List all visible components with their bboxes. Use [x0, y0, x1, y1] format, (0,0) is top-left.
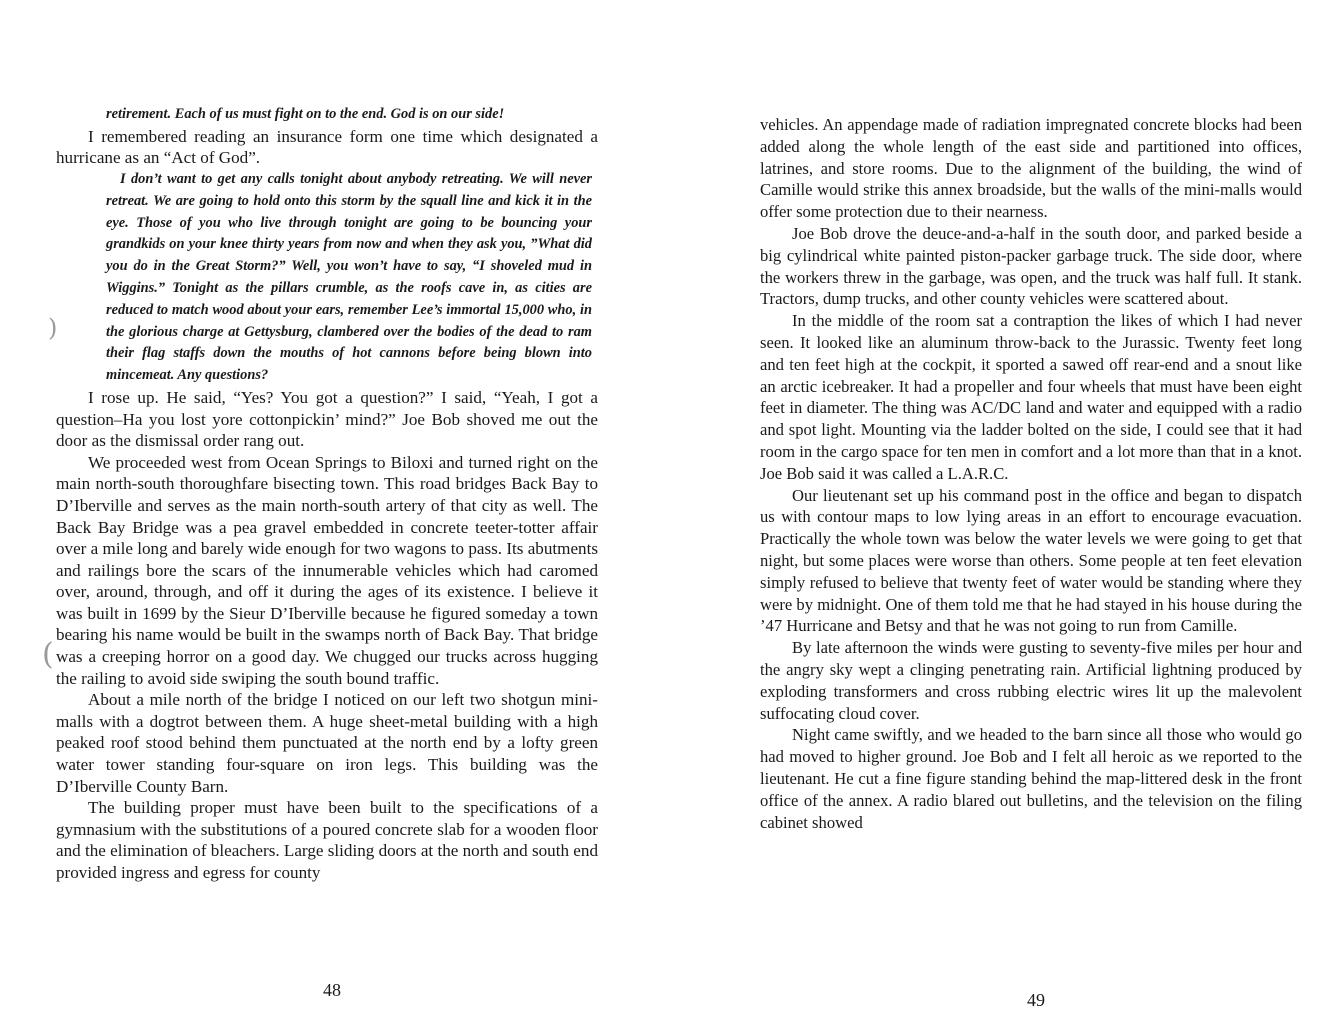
right-page-text — [760, 114, 1302, 833]
paragraph-proceeded-west: We proceeded west from Ocean Springs to Biloxi and turned right on the main north-south thoroughfare bisecting town. This road bridges Back Bay to D’Iberville and serves as the main north-south artery of that city as well. The Back Bay Bridge was a pea gravel embedded in concrete teeter-totter affair over a mile long and barely wide enough for two wagons to pass. Its abutments and railings bore the scars of the innumerable vehicles which had caromed over, around, through, and off it during the ages of its existence. I believe it was built in 1699 by the Sieur D’Iberville because he figured someday a town bearing his name would be built in the swamps north of Back Bay. That bridge was a creeping horror on a good day. We chugged our trucks across hugging the railing to avoid side swiping the south bound traffic. — [56, 452, 598, 688]
page-number: 48 — [323, 980, 341, 1000]
paragraph-rose-up: I rose up. He said, “Yes? You got a question?” I said, “Yeah, I got a question–Ha you lost yore cottonpickin’ mind?” Joe Bob shoved me out the door as the dismissal order rang out. — [56, 387, 598, 451]
left-page — [42, 0, 598, 1020]
paragraph-night-came: Night came swiftly, and we headed to the barn since all those who would go had moved to higher ground. Joe Bob and I felt all heroic as we reported to the lieutenant. He cut a fine figure standing behind the map-littered desk in the front office of the annex. A radio blared out bulletins, and the television on the filing cabinet showed — [760, 725, 1302, 832]
left-page-text — [56, 104, 598, 884]
paragraph-vehicles-annex: vehicles. An appendage made of radiation impregnated concrete blocks had been added along the whole length of the east side and partitioned into offices, latrines, and store rooms. Due to the alignment of the building, the wind of Camille would strike this annex broadside, but the walls of the mini-malls would offer some protection due to their nearness. — [760, 115, 1302, 222]
paragraph-mile-north: About a mile north of the bridge I noticed on our left two shotgun mini-malls with a dogtrot between them. A huge sheet-metal building with a high peaked roof stood behind them punctuated at the north end by a lofty green water tower standing four-square on iron legs. This building was the D’Iberville County Barn. — [56, 690, 598, 796]
speech-quote-ending: retirement. Each of us must fight on to the end. God is on our side! — [106, 106, 505, 122]
paragraph-late-afternoon: By late afternoon the winds were gusting to seventy-five miles per hour and the angry sky wept a clinging penetrating rain. Artificial lightning produced by exploding transformers and cross rubbing electric wires lit up the malevolent suffocating cloud cover. — [760, 638, 1302, 723]
margin-bracket-mark: ( — [42, 637, 54, 672]
paragraph-building-proper: The building proper must have been built to the specifications of a gymnasium with the substitutions of a poured concrete slab for a wooden floor and the elimination of bleachers. Large sliding doors at the north and south end provided ingress and egress for county — [56, 798, 598, 883]
right-page — [760, 0, 1302, 1020]
paragraph-command-post: Our lieutenant set up his command post in the office and began to dispatch us with contour maps to low lying areas in an effort to encourage evacuation. Practically the whole town was below the water levels we were going to get that night, but some places were worse than others. Some people at ten feet elevation simply refused to believe that twenty feet of water would be standing where they were by midnight. One of them told me that he had stayed in his house during the ’47 Hurricane and Betsy and that he was not going to run from Camille. — [760, 485, 1302, 636]
paragraph-deuce-and-a-half: Joe Bob drove the deuce-and-a-half in the south door, and parked beside a big cylindrical white painted piston-packer garbage truck. The side door, where the workers threw in the garbage, was open, and the truck was half full. It stank. Tractors, dump trucks, and other county vehicles were scattered about. — [760, 223, 1302, 309]
page-number: 49 — [1027, 990, 1045, 1010]
paragraph-contraption: In the middle of the room sat a contraption the likes of which I had never seen. It looked like an aluminum throw-back to the Jurassic. Twenty feet long and ten feet high at the cockpit, it sported a sawed off rear-end and a snout like an arctic icebreaker. It had a propeller and four wheels that must have been eight feet in diameter. The thing was AC/DC land and water and equipped with a radio and spot light. Mounting via the ladder bolted on the side, I could see that it had room in the cargo space for ten men in comfort and a lot more than that in a knot. Joe Bob said it was called a L.A.R.C. — [760, 311, 1302, 483]
speech-quote-block: I don’t want to get any calls tonight about anybody retreating. We will never retreat. We are going to hold onto this storm by the squall line and kick it in the eye. Those of you who live through tonight are going to be bouncing your grandkids on your knee thirty years from now and when they ask you, ”What did you do in the Great Storm?” Well, you won’t have to say, “I shoveled mud in Wiggins.” Tonight as the pillars crumble, as the roofs cave in, as cities are reduced to match wood about your ears, remember Lee’s immortal 15,000 who, in the glorious charge at Gettysburg, clambered over the bodies of the dead to ram their flag staffs down the mouths of hot cannons before being blown into mincemeat. Any questions? — [106, 170, 592, 384]
margin-bracket-mark: ) — [48, 314, 58, 342]
paragraph-insurance-form: I remembered reading an insurance form one time which designated a hurricane as an “Act of God”. — [56, 126, 598, 168]
